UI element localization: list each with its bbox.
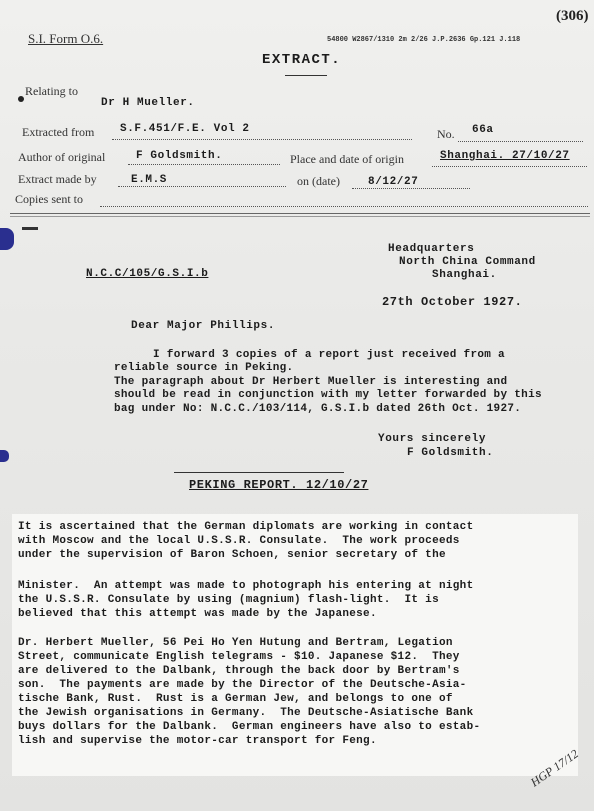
address-line-1: Headquarters <box>388 243 475 255</box>
no-line <box>458 141 583 142</box>
letter-body-line-5: bag under No: N.C.C./103/114, G.S.I.b dated 26th Oct. 1927. <box>114 403 522 415</box>
on-date-label: on (date) <box>297 174 340 188</box>
no-label: No. <box>437 127 455 141</box>
report-p3-line-1: Dr. Herbert Mueller, 56 Pei Ho Yen Hutung and Bertram, Legation <box>18 637 453 649</box>
address-line-2: North China Command <box>399 256 536 268</box>
report-p3-line-2: Street, communicate English telegrams - $10. Japanese $12. They <box>18 651 460 663</box>
relating-to-label: Relating to <box>25 84 78 98</box>
form-id: S.I. Form O.6. <box>28 31 104 46</box>
place-date-label: Place and date of origin <box>290 152 404 166</box>
handwritten-initials: HGP 17/12 <box>528 746 581 790</box>
place-date-value: Shanghai. 27/10/27 <box>440 150 570 162</box>
author-value: F Goldsmith. <box>136 150 223 162</box>
author-line <box>128 164 280 165</box>
author-label: Author of original <box>18 150 106 164</box>
letter-body-line-2: reliable source in Peking. <box>114 362 294 374</box>
letter-signature: F Goldsmith. <box>407 447 494 459</box>
document-title: EXTRACT. <box>262 52 342 68</box>
relating-to-value: Dr H Mueller. <box>101 97 195 109</box>
extracted-from-line <box>112 139 412 140</box>
letter-body-line-4: should be read in conjunction with my letter forwarded by this <box>114 389 542 401</box>
on-date-value: 8/12/27 <box>368 176 419 188</box>
letter-closing: Yours sincerely <box>378 433 487 445</box>
copies-sent-to-label: Copies sent to <box>15 192 83 206</box>
report-p3-line-4: son. The payments are made by the Director of the Deutsche-Asia- <box>18 679 467 691</box>
extract-made-by-line <box>118 186 286 187</box>
report-p3-line-7: buys dollars for the Dalbank. German engineers have also to estab- <box>18 721 481 733</box>
report-p3-line-6: the Jewish organisations in Germany. The Deutsche-Asiatische Bank <box>18 707 474 719</box>
report-p2-line-2: the U.S.S.R. Consulate by using (magnium) flash-light. It is <box>18 594 439 606</box>
letter-body-line-3: The paragraph about Dr Herbert Mueller is interesting and <box>114 376 508 388</box>
extract-made-by-label: Extract made by <box>18 172 97 186</box>
extracted-from-label: Extracted from <box>22 125 95 139</box>
report-p1-line-3: under the supervision of Baron Schoen, senior secretary of the <box>18 549 446 561</box>
letter-date: 27th October 1927. <box>382 295 523 309</box>
title-underline <box>285 75 327 76</box>
report-p1-line-2: with Moscow and the local U.S.S.R. Consulate. The work proceeds <box>18 535 460 547</box>
copies-sent-to-line <box>100 206 588 207</box>
place-date-line <box>432 166 587 167</box>
print-code: 54800 W2867/1310 2m 2/26 J.P.2636 Gp.121 J.118 <box>327 36 521 44</box>
report-heading: PEKING REPORT. 12/10/27 <box>189 478 369 492</box>
letter-body-line-1: I forward 3 copies of a report just received from a <box>153 349 505 361</box>
extract-made-by-value: E.M.S <box>131 174 168 186</box>
report-p1-line-1: It is ascertained that the German diplomats are working in contact <box>18 521 474 533</box>
folio-number: (306) <box>556 8 589 24</box>
extracted-from-value: S.F.451/F.E. Vol 2 <box>120 123 250 135</box>
report-p3-line-5: tische Bank, Rust. Rust is a German Jew, and belongs to one of <box>18 693 453 705</box>
blue-ink-mark <box>0 228 14 250</box>
form-divider-2 <box>10 216 590 217</box>
report-p3-line-8: lish and supervise the motor-car transport for Feng. <box>18 735 377 747</box>
report-p2-line-1: Minister. An attempt was made to photograph his entering at night <box>18 580 474 592</box>
report-p2-line-3: believed that this attempt was made by the Japanese. <box>18 608 377 620</box>
report-p3-line-3: are delivered to the Dalbank, through the back door by Bertram's <box>18 665 460 677</box>
margin-dash <box>22 227 38 230</box>
on-date-line <box>352 188 470 189</box>
letter-salutation: Dear Major Phillips. <box>131 320 276 332</box>
no-value: 66a <box>472 124 494 136</box>
letter-reference: N.C.C/105/G.S.I.b <box>86 268 209 280</box>
address-line-3: Shanghai. <box>432 269 497 281</box>
form-divider <box>10 213 590 214</box>
report-heading-underline <box>174 472 344 473</box>
blue-ink-mark-small <box>0 450 9 462</box>
margin-dot <box>18 96 24 102</box>
